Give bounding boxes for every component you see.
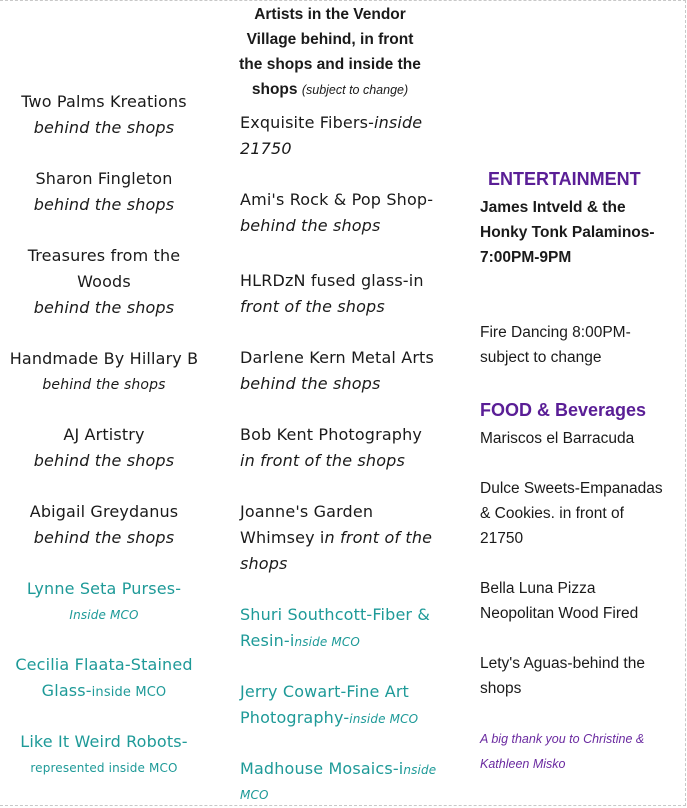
vendor-location: n front of the: [324, 528, 433, 547]
vendor-location: behind the shops: [42, 377, 166, 393]
vendor-name: Exquisite Fibers-: [240, 113, 375, 132]
heading-line: the shops and inside the: [239, 56, 421, 73]
vendor-name: Photography-: [240, 708, 350, 727]
vendor-name: Darlene Kern Metal Arts: [240, 348, 434, 367]
food-heading: FOOD & Beverages: [480, 400, 647, 420]
vendor-village-heading: [232, 2, 428, 103]
heading-line: Village behind, in front: [246, 31, 414, 48]
vendor-location: behind the shops: [33, 451, 175, 470]
fire-dancing-text: subject to change: [480, 349, 602, 366]
entertainment-heading: ENTERTAINMENT: [488, 169, 641, 189]
food-vendor: Neopolitan Wood Fired: [480, 605, 639, 622]
vendor-location: inside MCO: [349, 712, 419, 726]
thank-you-note: A big thank you to Christine &: [480, 732, 645, 746]
heading-line: shops: [251, 81, 298, 98]
vendor-location: behind the shops: [33, 195, 175, 214]
subject-to-change-note: (subject to change): [301, 83, 409, 97]
vendor-location: shops: [240, 554, 288, 573]
food-vendor: Mariscos el Barracuda: [480, 430, 635, 447]
vendor-location: inside MCO: [91, 685, 167, 700]
heading-line: Artists in the Vendor: [254, 6, 406, 23]
vendor-name: Woods: [77, 272, 131, 291]
vendor-name: Resin-i: [240, 631, 295, 650]
vendor-location: 21750: [240, 139, 292, 158]
vendor-name: HLRDzN fused glass-in: [240, 271, 424, 290]
entertainment-text: James Intveld & the: [480, 199, 626, 216]
food-vendor: shops: [480, 680, 522, 697]
fire-dancing-text: Fire Dancing 8:00PM-: [480, 324, 631, 341]
vendor-name: Sharon Fingleton: [35, 169, 173, 188]
vendor-name: Treasures from the: [27, 246, 181, 265]
vendor-name: Whimsey i: [240, 528, 325, 547]
thank-you-note: Kathleen Misko: [480, 757, 566, 771]
food-vendor: & Cookies. in front of: [480, 505, 624, 522]
vendor-name: Madhouse Mosaics-i: [240, 759, 404, 778]
vendor-location: behind the shops: [33, 298, 175, 317]
vendor-name: Joanne's Garden: [240, 502, 374, 521]
vendor-name: Like It Weird Robots-: [20, 732, 188, 751]
vendor-name: Lynne Seta Purses-: [26, 579, 182, 598]
vendor-name: Handmade By Hillary B: [9, 349, 199, 368]
vendor-location: nside MCO: [294, 635, 360, 649]
vendor-name: Two Palms Kreations: [21, 92, 187, 111]
vendor-location: in front of the shops: [240, 451, 405, 470]
food-vendor: Bella Luna Pizza: [480, 580, 596, 597]
vendor-name: Bob Kent Photography: [240, 425, 422, 444]
vendor-location: inside: [374, 113, 423, 132]
entertainment-text: 7:00PM-9PM: [480, 249, 572, 266]
vendor-location: nside: [403, 763, 437, 777]
vendor-name: Ami's Rock & Pop Shop-: [240, 190, 434, 209]
vendor-name: Shuri Southcott-Fiber &: [240, 605, 431, 624]
food-vendor: 21750: [480, 530, 524, 547]
vendor-location: behind the shops: [240, 216, 381, 235]
vendor-name: AJ Artistry: [63, 425, 145, 444]
vendor-name: Abigail Greydanus: [29, 502, 179, 521]
vendor-name: Cecilia Flaata-Stained: [15, 655, 193, 674]
vendor-location: MCO: [240, 788, 269, 802]
food-vendor: Lety's Aguas-behind the: [480, 655, 645, 672]
vendor-name: Glass-: [41, 681, 92, 700]
food-vendor: Dulce Sweets-Empanadas: [480, 480, 663, 497]
vendor-location: Inside MCO: [69, 608, 139, 622]
vendor-location: behind the shops: [33, 528, 175, 547]
vendor-location: behind the shops: [33, 118, 175, 137]
vendor-name: Jerry Cowart-Fine Art: [240, 682, 409, 701]
entertainment-text: Honky Tonk Palaminos-: [480, 224, 655, 241]
vendor-location: represented inside MCO: [30, 761, 178, 775]
vendor-location: behind the shops: [240, 374, 381, 393]
vendor-location: front of the shops: [240, 297, 385, 316]
